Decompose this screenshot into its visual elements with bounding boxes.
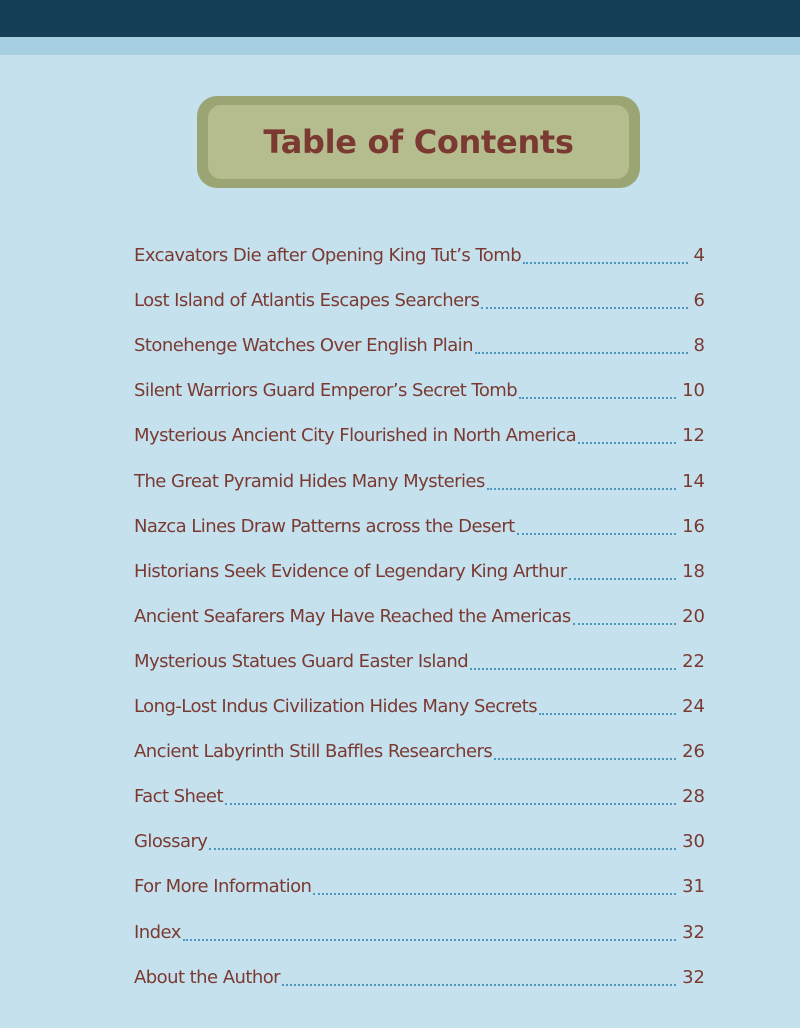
toc-entry[interactable] bbox=[134, 677, 705, 722]
toc-entry[interactable] bbox=[134, 497, 705, 542]
toc-entry-page-number: 18 bbox=[682, 560, 705, 582]
toc-entry[interactable] bbox=[134, 722, 705, 767]
toc-entry[interactable] bbox=[134, 226, 705, 271]
toc-entry-page-number: 24 bbox=[682, 696, 705, 718]
toc-entry[interactable] bbox=[134, 587, 705, 632]
toc-entry-page-number: 6 bbox=[693, 290, 705, 312]
toc-entry-page-number: 28 bbox=[682, 786, 705, 808]
toc-entry[interactable] bbox=[134, 857, 705, 902]
toc-dot-leader bbox=[519, 397, 676, 399]
toc-entry-page-number: 31 bbox=[682, 876, 705, 898]
toc-entry-title: Mysterious Statues Guard Easter Island bbox=[134, 650, 469, 672]
toc-entry-title: Fact Sheet bbox=[134, 786, 223, 808]
toc-entry-title: Silent Warriors Guard Emperor’s Secret Tomb bbox=[134, 380, 518, 402]
toc-dot-leader bbox=[569, 578, 676, 580]
toc-entry-title: Ancient Labyrinth Still Baffles Researchers bbox=[134, 741, 493, 763]
toc-entry-title: Excavators Die after Opening King Tut’s Tomb bbox=[134, 245, 522, 267]
table-of-contents bbox=[134, 226, 705, 993]
toc-entry-title: Mysterious Ancient City Flourished in North America bbox=[134, 425, 577, 447]
toc-entry[interactable] bbox=[134, 361, 705, 406]
toc-entry-page-number: 10 bbox=[682, 380, 705, 402]
toc-dot-leader bbox=[313, 893, 676, 895]
toc-dot-leader bbox=[225, 803, 676, 805]
toc-entry-page-number: 4 bbox=[693, 245, 705, 267]
toc-entry-title: Ancient Seafarers May Have Reached the Americas bbox=[134, 605, 571, 627]
toc-dot-leader bbox=[209, 848, 676, 850]
toc-entry-title: Nazca Lines Draw Patterns across the Desert bbox=[134, 515, 515, 537]
toc-entry[interactable] bbox=[134, 767, 705, 812]
toc-entry-page-number: 8 bbox=[693, 335, 705, 357]
toc-dot-leader bbox=[470, 668, 676, 670]
toc-entry[interactable] bbox=[134, 271, 705, 316]
toc-entry-title: Long-Lost Indus Civilization Hides Many Secrets bbox=[134, 696, 538, 718]
toc-dot-leader bbox=[282, 984, 676, 986]
toc-entry-title: Stonehenge Watches Over English Plain bbox=[134, 335, 473, 357]
toc-entry-page-number: 26 bbox=[682, 741, 705, 763]
toc-entry-title: Lost Island of Atlantis Escapes Searchers bbox=[134, 290, 480, 312]
toc-dot-leader bbox=[523, 262, 687, 264]
toc-entry-title: Glossary bbox=[134, 831, 208, 853]
toc-entry[interactable] bbox=[134, 542, 705, 587]
toc-dot-leader bbox=[573, 623, 676, 625]
toc-entry-page-number: 22 bbox=[682, 650, 705, 672]
toc-entry-page-number: 32 bbox=[682, 966, 705, 988]
title-plate-inner bbox=[208, 105, 629, 179]
toc-dot-leader bbox=[539, 713, 676, 715]
toc-entry-title: For More Information bbox=[134, 876, 312, 898]
header-band bbox=[0, 0, 800, 37]
toc-entry-title: The Great Pyramid Hides Many Mysteries bbox=[134, 470, 485, 492]
toc-entry-page-number: 14 bbox=[682, 470, 705, 492]
title-plate bbox=[197, 96, 640, 188]
toc-entry[interactable] bbox=[134, 406, 705, 451]
toc-entry[interactable] bbox=[134, 451, 705, 496]
toc-dot-leader bbox=[494, 758, 676, 760]
toc-dot-leader bbox=[183, 939, 676, 941]
toc-entry[interactable] bbox=[134, 812, 705, 857]
toc-entry[interactable] bbox=[134, 948, 705, 993]
toc-entry-page-number: 12 bbox=[682, 425, 705, 447]
toc-dot-leader bbox=[481, 307, 687, 309]
toc-dot-leader bbox=[487, 488, 676, 490]
toc-entry-title: Index bbox=[134, 921, 181, 943]
toc-dot-leader bbox=[475, 352, 688, 354]
toc-dot-leader bbox=[517, 533, 676, 535]
toc-entry-page-number: 32 bbox=[682, 921, 705, 943]
toc-entry[interactable] bbox=[134, 632, 705, 677]
toc-entry-page-number: 20 bbox=[682, 605, 705, 627]
toc-entry[interactable] bbox=[134, 902, 705, 947]
toc-entry-page-number: 30 bbox=[682, 831, 705, 853]
toc-dot-leader bbox=[578, 442, 676, 444]
header-stripe bbox=[0, 37, 800, 55]
toc-entry-page-number: 16 bbox=[682, 515, 705, 537]
page-title: Table of Contents bbox=[263, 123, 574, 161]
toc-entry-title: Historians Seek Evidence of Legendary King Arthur bbox=[134, 560, 567, 582]
toc-entry[interactable] bbox=[134, 316, 705, 361]
toc-entry-title: About the Author bbox=[134, 966, 281, 988]
